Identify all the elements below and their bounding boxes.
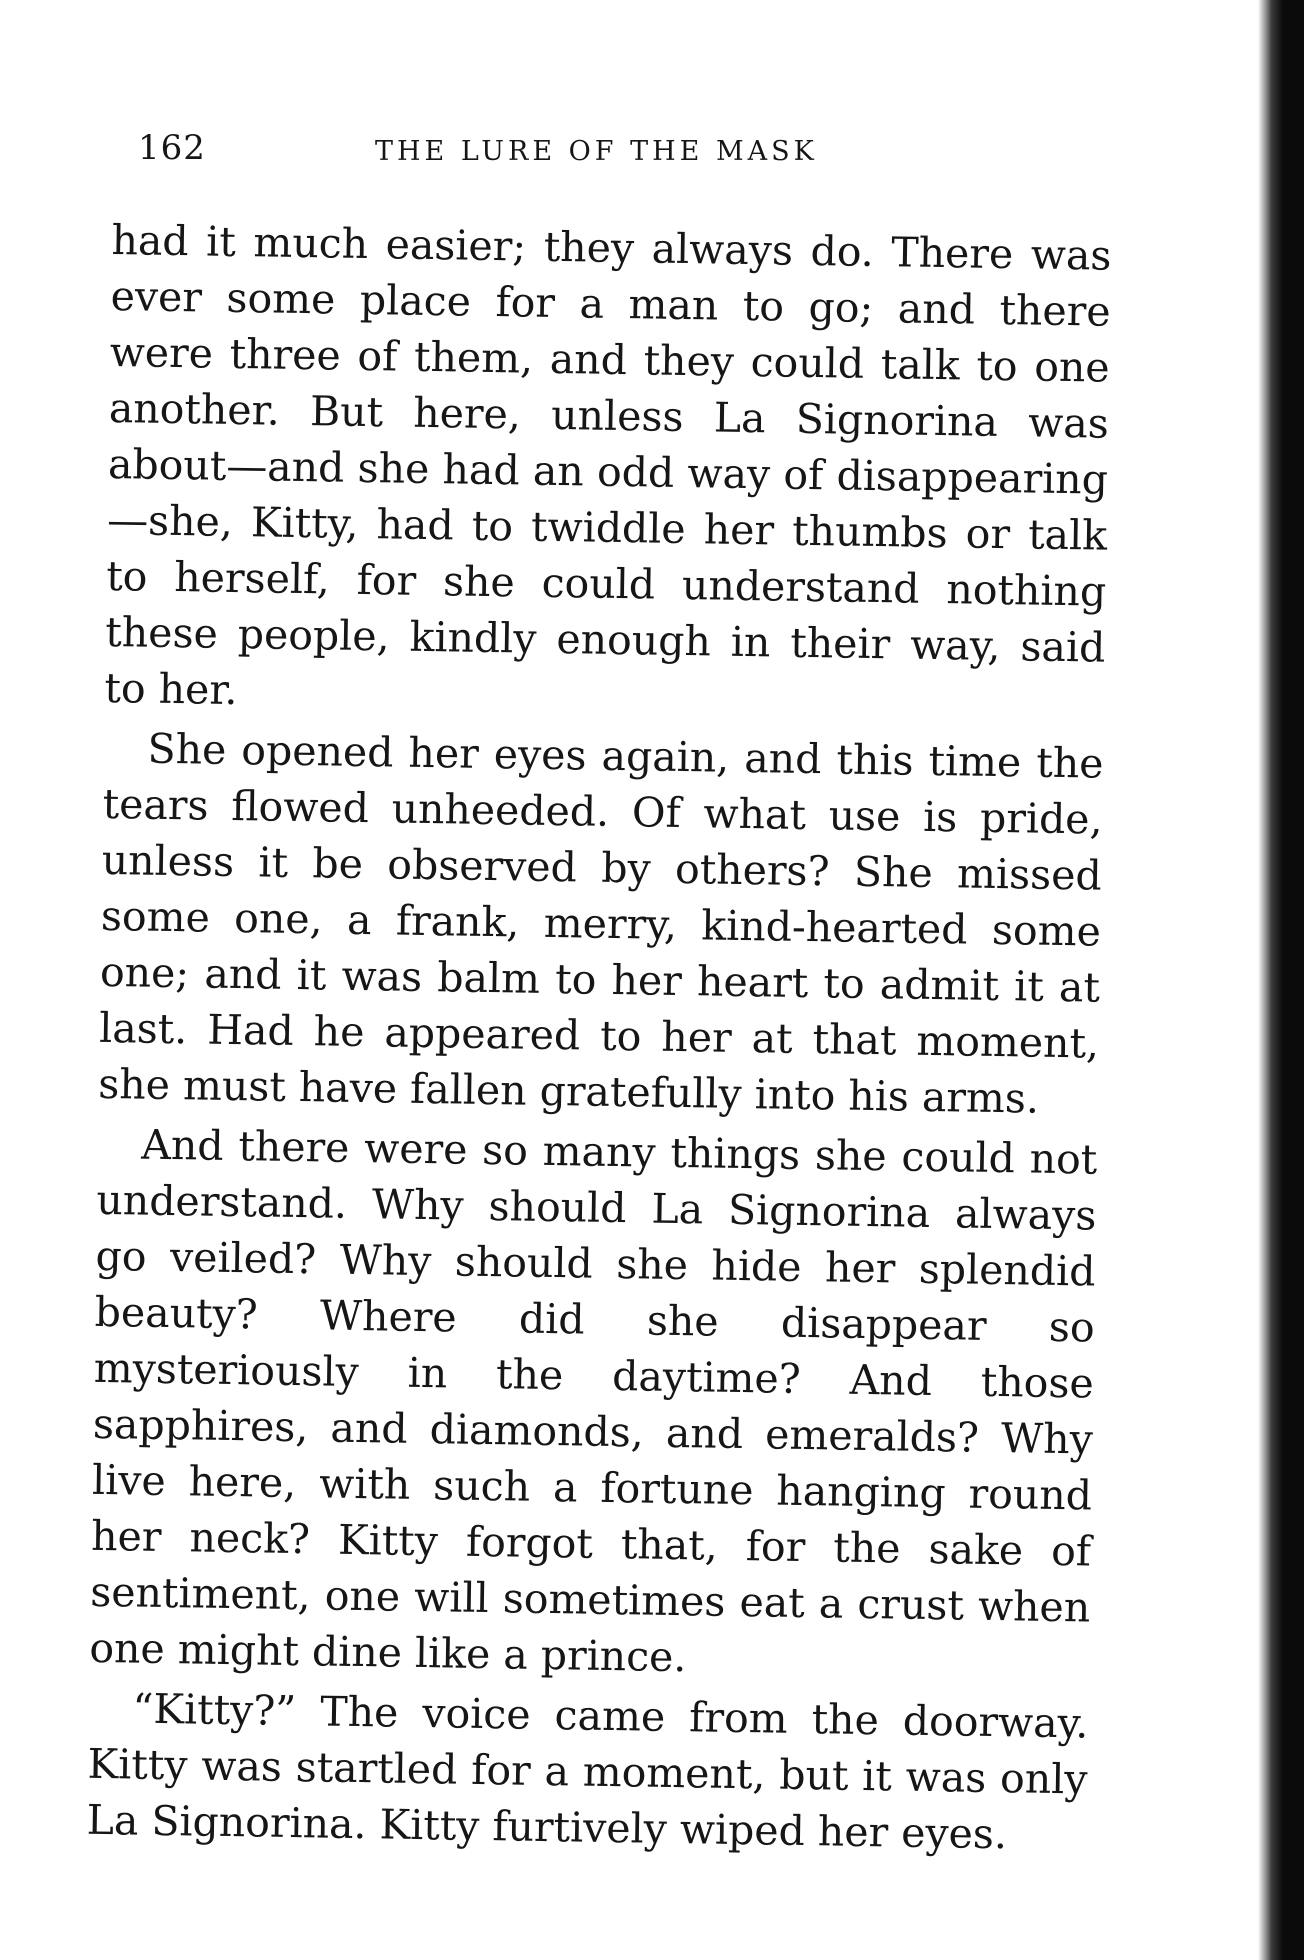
page-header — [138, 128, 1138, 188]
paragraph-2: She opened her eyes again, and this time the tears flowed unheeded. Of what use is pride, unless it be observed by others? She missed some one, a frank, merry, kind-hearted some one; and it was balm to her heart to admit it at last. Had he appeared to her at that moment, she must have fallen gratefully into his arms. — [97, 724, 1104, 1123]
body-text — [86, 212, 1112, 1868]
page-number: 162 — [138, 128, 206, 168]
paragraph-1: had it much easier; they always do. There was ever some place for a man to go; and there were three of them, and they could talk to one another. But here, unless La Signorina was about—and she had an odd way of disappearing—she, Kitty, had to twiddle her thumbs or talk to herself, for she could understand nothing these people, kindly enough in their way, said to her. — [104, 215, 1112, 715]
paragraph-4: “Kitty?” The voice came from the doorway. Kitty was startled for a moment, but it was only La Signorina. Kitty furtively wiped her eyes. — [86, 1684, 1089, 1859]
paragraph-3: And there were so many things she could not understand. Why should La Signorina always go veiled? Why should she hide her splendid beauty? Where did she disappear so mysteriously in the daytime? And those sapphires, and diamonds, and emeralds? Why live here, with such a fortune hanging round her neck? Kitty forgot that, for the sake of sentiment, one will sometimes eat a crust when one might dine like a prince. — [89, 1120, 1098, 1682]
running-title: THE LURE OF THE MASK — [375, 136, 818, 167]
scan-edge-shadow — [1258, 0, 1304, 1960]
